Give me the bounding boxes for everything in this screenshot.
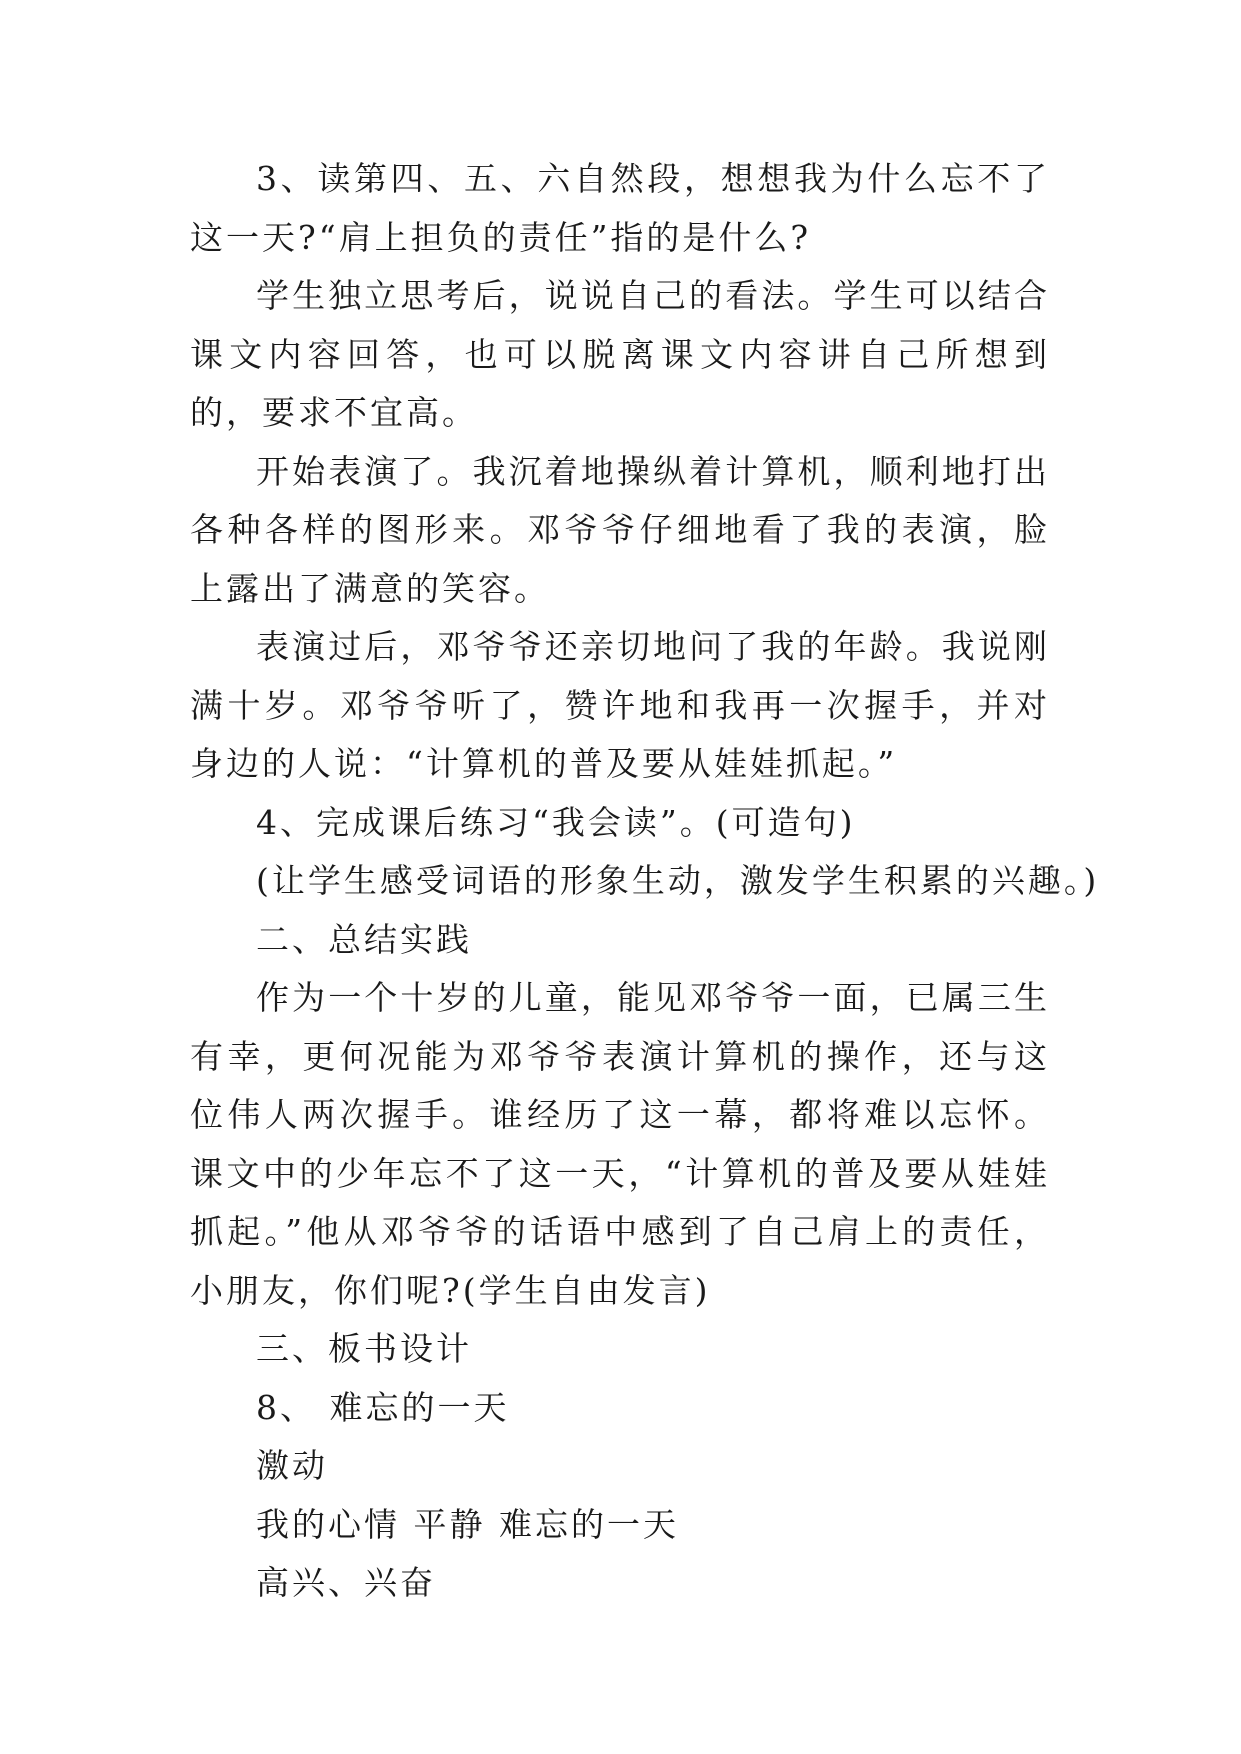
section-heading-summary: 二、总结实践 (256, 919, 472, 959)
section-heading-board-design: 三、板书设计 (256, 1329, 472, 1368)
paragraph-after-performance: 表演过后，邓爷爷还亲切地问了我的年龄。我说刚满十岁。邓爷爷听了，赞许地和我再一次握手，并对身边的人说：“计算机的普及要从娃娃抓起。” (190, 627, 1050, 783)
document-page (190, 150, 1100, 1613)
paragraph-performance: 开始表演了。我沉着地操纵着计算机，顺利地打出各种各样的图形来。邓爷爷仔细地看了我的表演，脸上露出了满意的笑容。 (190, 451, 1050, 608)
paragraph-summary: 作为一个十岁的儿童，能见邓爷爷一面，已属三生有幸，更何况能为邓爷爷表演计算机的操作，还与这位伟人两次握手。谁经历了这一幕，都将难以忘怀。课文中的少年忘不了这一天，“计算机的普及要从娃娃抓起。”他从邓爷爷的话语中感到了自己肩上的责任，小朋友，你们呢?(学生自由发言) (190, 978, 1050, 1310)
board-item-excited: 激动 (256, 1446, 328, 1485)
paragraph-student-thinking: 学生独立思考后，说说自己的看法。学生可以结合课文内容回答，也可以脱离课文内容讲自己所想到的，要求不宜高。 (190, 276, 1050, 432)
board-item-my-mood: 我的心情 平静 难忘的一天 (256, 1504, 679, 1544)
board-title: 8、 难忘的一天 (256, 1387, 510, 1427)
paragraph-exercise-note: (让学生感受词语的形象生动，激发学生积累的兴趣。) (256, 861, 1100, 900)
paragraph-question-3: 3、读第四、五、六自然段，想想我为什么忘不了这一天?“肩上担负的责任”指的是什么? (190, 159, 1050, 257)
board-item-happy: 高兴、兴奋 (256, 1563, 436, 1602)
paragraph-exercise-4: 4、完成课后练习“我会读”。(可造句) (256, 802, 856, 842)
